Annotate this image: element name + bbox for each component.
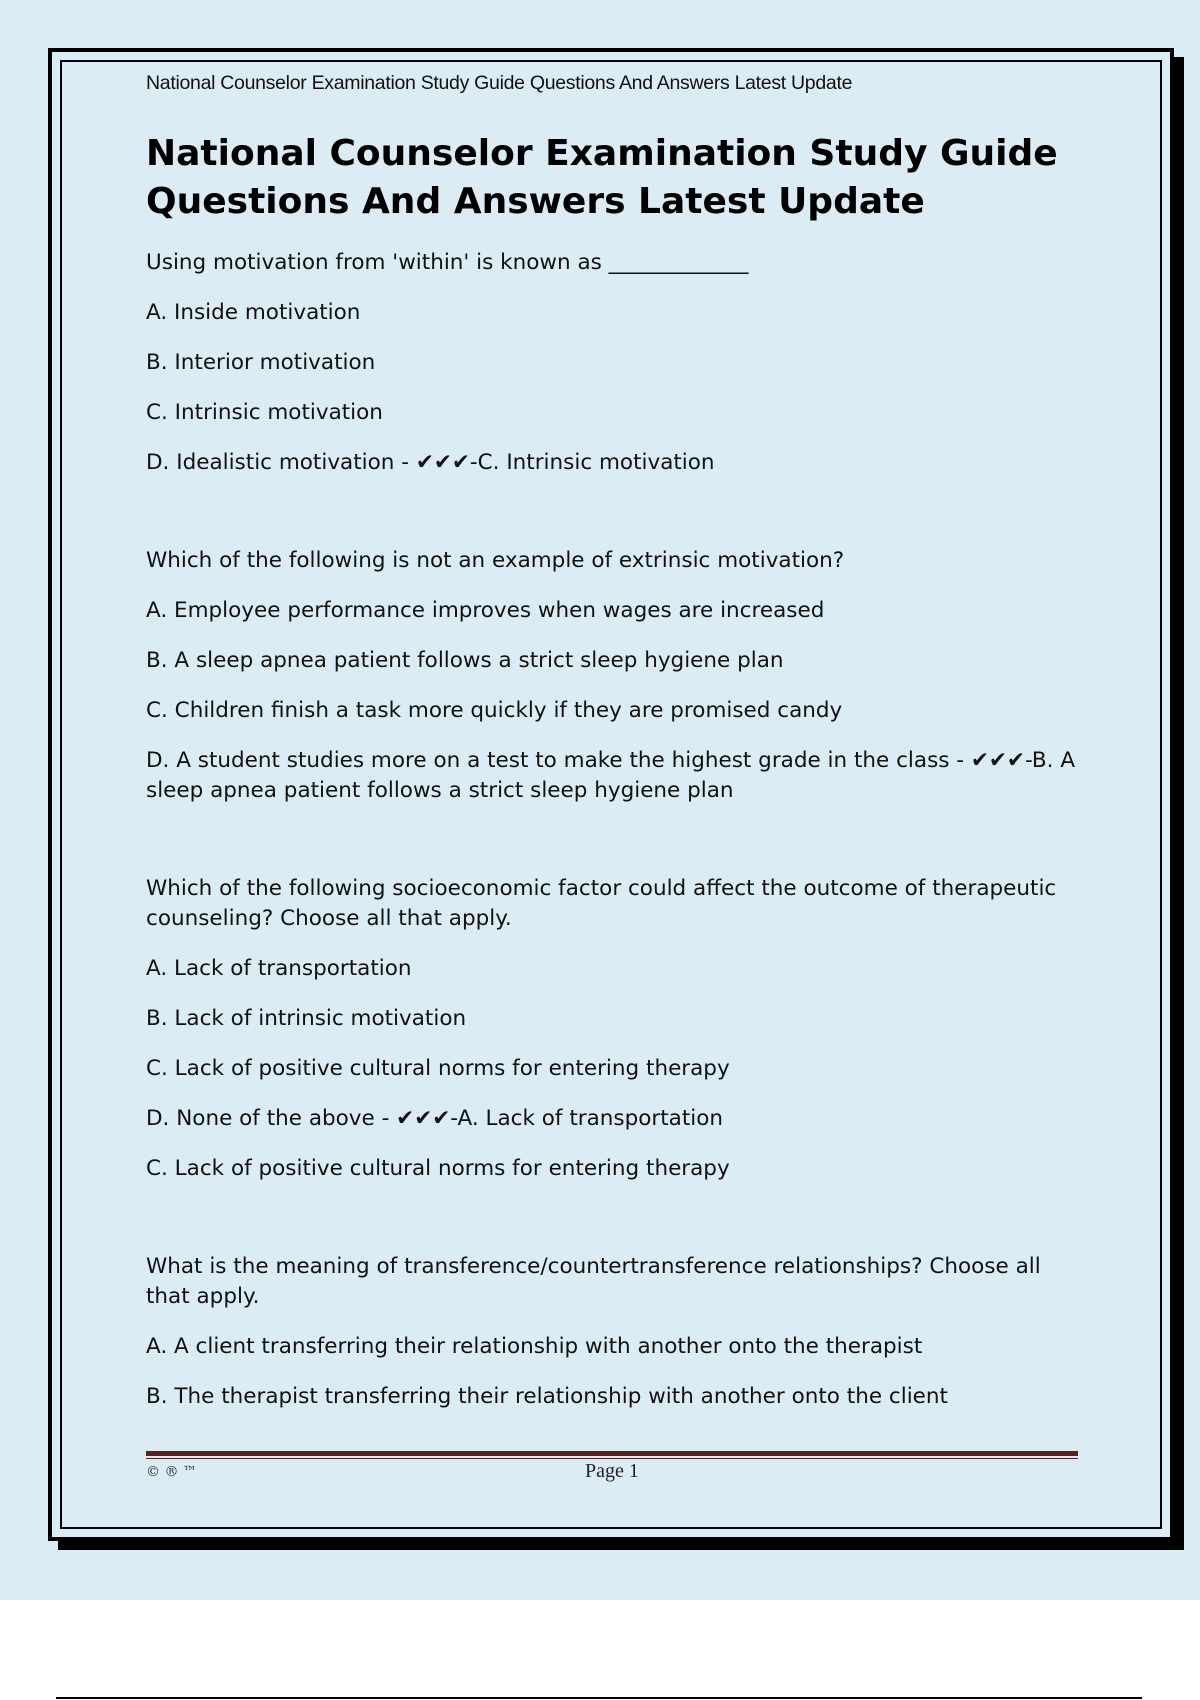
footer-rule-thick	[146, 1451, 1078, 1456]
option: B. Interior motivation	[146, 350, 376, 375]
option: A. Inside motivation	[146, 300, 361, 325]
question-text: Which of the following is not an example of extrinsic motivation?	[146, 548, 845, 573]
option: B. A sleep apnea patient follows a strict sleep hygiene plan	[146, 648, 784, 673]
option: B. Lack of intrinsic motivation	[146, 1006, 467, 1031]
option: A. Lack of transportation	[146, 956, 412, 981]
option: B. The therapist transferring their relationship with another onto the client	[146, 1384, 948, 1409]
question-text: Using motivation from 'within' is known as _____________	[146, 250, 749, 275]
question-text: Which of the following socioeconomic factor could affect the outcome of therapeutic counseling? Choose all that apply.	[146, 876, 1057, 931]
option: C. Lack of positive cultural norms for entering therapy	[146, 1056, 730, 1081]
option: C. Children finish a task more quickly if they are promised candy	[146, 698, 843, 723]
running-header: National Counselor Examination Study Guide Questions And Answers Latest Update	[146, 72, 853, 94]
document-title: National Counselor Examination Study Guide Questions And Answers Latest Update	[146, 133, 1058, 222]
next-page-top-border	[56, 1697, 1142, 1699]
option: A. Employee performance improves when wages are increased	[146, 598, 825, 623]
additional-answer: C. Lack of positive cultural norms for entering therapy	[146, 1156, 730, 1181]
option-with-answer: D. None of the above - ✔✔✔-A. Lack of transportation	[146, 1106, 724, 1131]
document-content	[146, 68, 1081, 1432]
footer-trademark-symbols: © ® ™	[146, 1464, 197, 1480]
footer-rule-thin	[146, 1458, 1078, 1459]
spacer	[146, 1204, 1081, 1252]
option: A. A client transferring their relationship with another onto the therapist	[146, 1334, 923, 1359]
question-text: What is the meaning of transference/countertransference relationships? Choose all that apply.	[146, 1254, 1041, 1309]
option: C. Intrinsic motivation	[146, 400, 383, 425]
spacer	[146, 498, 1081, 546]
spacer	[146, 826, 1081, 874]
option-with-answer: D. A student studies more on a test to make the highest grade in the class - ✔✔✔-B. A sleep apnea patient follows a strict sleep hygiene plan	[146, 748, 1076, 803]
option-with-answer: D. Idealistic motivation - ✔✔✔-C. Intrinsic motivation	[146, 450, 715, 475]
footer-rule	[146, 1451, 1078, 1460]
page-number: Page 1	[585, 1460, 639, 1482]
